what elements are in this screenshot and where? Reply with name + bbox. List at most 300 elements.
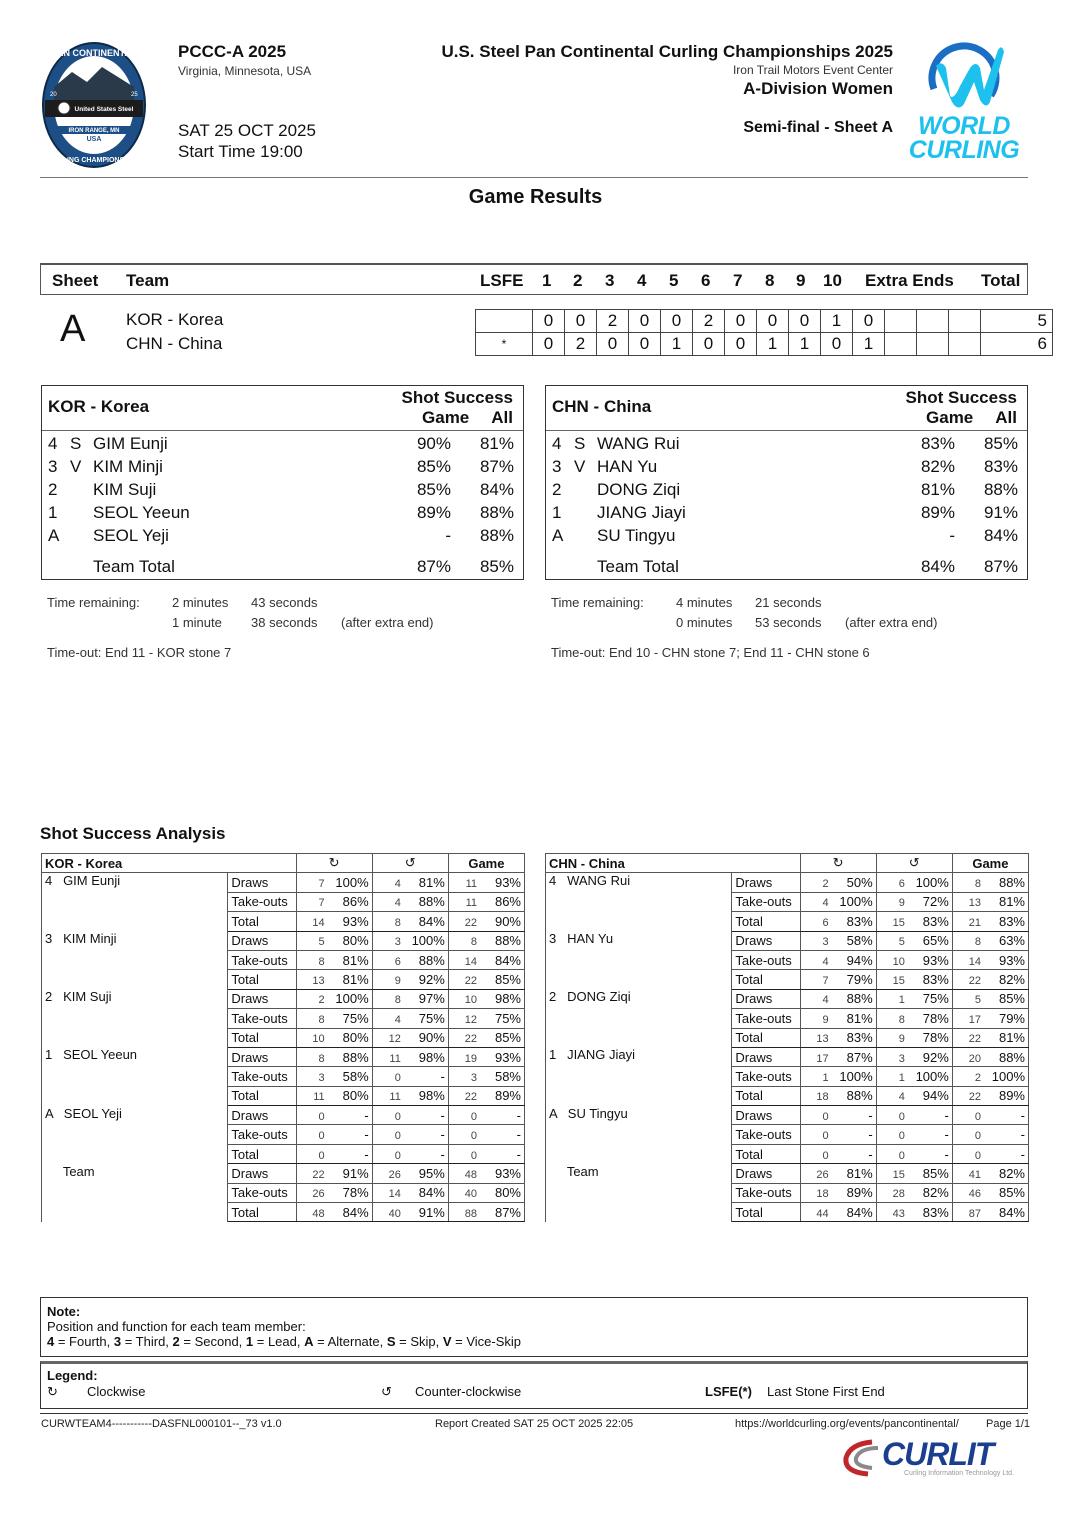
end-score: 2 xyxy=(693,310,725,333)
game-stat xyxy=(952,1009,1028,1028)
shot-count: 13 xyxy=(816,1033,829,1046)
shot-pct: - xyxy=(1020,1127,1025,1143)
shot-pct: 81% xyxy=(342,952,369,968)
team-total-game: 87% xyxy=(416,557,451,576)
player-game-pct: 89% xyxy=(920,503,955,522)
player-game-pct: 85% xyxy=(416,480,451,499)
shot-count: 88 xyxy=(464,1207,477,1220)
shot-count: 87 xyxy=(968,1207,981,1220)
cw-stat xyxy=(296,873,372,892)
end-score: 0 xyxy=(629,333,661,356)
shot-pct: 88% xyxy=(342,1049,369,1065)
shot-pct: 82% xyxy=(998,972,1025,988)
shot-type: Take-outs xyxy=(228,1125,296,1144)
analysis-player: 1 JIANG Jiayi xyxy=(546,1047,732,1105)
shot-type: Draws xyxy=(732,931,800,950)
shot-count: 22 xyxy=(464,1091,477,1104)
venue: Iron Trail Motors Event Center xyxy=(732,63,893,77)
shot-type: Total xyxy=(228,912,296,931)
world-curling-line2: CURLING xyxy=(908,136,1020,164)
timeout-info: Time-out: End 10 - CHN stone 7; End 11 - CHN stone 6 xyxy=(551,645,870,660)
player-row xyxy=(42,503,523,526)
game-label: Game xyxy=(422,408,470,427)
player-game-pct: 81% xyxy=(920,480,955,499)
shot-pct: 82% xyxy=(922,1185,949,1201)
extra-end-score xyxy=(885,310,917,333)
event-location: Virginia, Minnesota, USA xyxy=(178,64,312,78)
ccw-stat xyxy=(372,1047,448,1066)
analysis-row xyxy=(42,1106,525,1125)
note-value: = Lead, xyxy=(253,1334,305,1349)
extra-end-score: 0 xyxy=(853,310,885,333)
shot-count: 14 xyxy=(968,955,981,968)
header-divider xyxy=(40,177,1028,178)
game-stat xyxy=(952,931,1028,950)
ccw-stat xyxy=(876,1028,952,1047)
player-position: A xyxy=(48,526,60,545)
player-all-pct: 85% xyxy=(983,434,1018,453)
col-end-4: 4 xyxy=(637,271,647,290)
player-all-pct: 88% xyxy=(479,526,514,545)
shot-count: 40 xyxy=(388,1207,401,1220)
ccw-stat xyxy=(876,931,952,950)
end-score: 0 xyxy=(757,310,789,333)
analysis-player: 4 WANG Rui xyxy=(546,873,732,931)
cw-stat xyxy=(296,950,372,969)
shot-pct: - xyxy=(1020,1146,1025,1162)
analysis-header xyxy=(546,854,1029,873)
shot-pct: 93% xyxy=(922,952,949,968)
note-key: 3 xyxy=(113,1334,122,1349)
shot-type: Take-outs xyxy=(228,892,296,911)
doc-code: CURWTEAM4-----------DASFNL000101--_73 v1.0 xyxy=(41,1418,282,1430)
ccw-stat xyxy=(876,892,952,911)
game-stat xyxy=(952,1125,1028,1144)
player-box-chn xyxy=(545,385,1028,580)
team-total-game: 84% xyxy=(920,557,955,576)
footer-divider xyxy=(40,1413,1028,1414)
shot-pct: 93% xyxy=(342,913,369,929)
game-stat xyxy=(448,873,524,892)
ccw-stat xyxy=(876,1183,952,1202)
shot-pct: 98% xyxy=(494,991,521,1007)
shot-pct: 100% xyxy=(915,1068,949,1084)
start-time: Start Time 19:00 xyxy=(178,142,303,161)
shot-count: 10 xyxy=(464,994,477,1007)
game-stat xyxy=(952,1047,1028,1066)
page-title: Game Results xyxy=(468,186,603,208)
shot-type: Total xyxy=(228,1028,296,1047)
note-value: = Skip, xyxy=(395,1334,443,1349)
ccw-stat xyxy=(876,989,952,1008)
curlit-logo xyxy=(842,1436,1030,1480)
player-position: 3 xyxy=(48,457,58,476)
analysis-player: 3 KIM Minji xyxy=(42,931,228,989)
player-game-pct: 85% xyxy=(416,457,451,476)
game-stat xyxy=(448,1183,524,1202)
ccw-stat xyxy=(372,970,448,989)
analysis-team-name: CHN - China xyxy=(546,854,801,873)
ccw-stat xyxy=(372,912,448,931)
player-row xyxy=(546,480,1027,503)
time-minutes: 2 minutes xyxy=(172,595,229,610)
shot-pct: 85% xyxy=(494,972,521,988)
end-score: 0 xyxy=(693,333,725,356)
shot-pct: 80% xyxy=(494,1185,521,1201)
shot-type: Total xyxy=(732,1203,800,1222)
shot-count: 0 xyxy=(974,1130,981,1143)
shot-type: Take-outs xyxy=(732,950,800,969)
cw-stat xyxy=(296,1144,372,1163)
clockwise-icon: ↻ xyxy=(296,854,372,873)
shot-count: 4 xyxy=(898,1091,905,1104)
shot-count: 0 xyxy=(318,1110,325,1123)
player-name: SEOL Yeeun xyxy=(93,503,190,522)
cw-stat xyxy=(296,1009,372,1028)
shot-count: 0 xyxy=(974,1149,981,1162)
shot-count: 1 xyxy=(822,1071,829,1084)
shot-pct: 93% xyxy=(494,1165,521,1181)
note-title: Note: xyxy=(47,1304,81,1319)
svg-text:IRON RANGE, MN: IRON RANGE, MN xyxy=(68,128,120,134)
shot-pct: - xyxy=(364,1127,369,1143)
game-stat xyxy=(952,989,1028,1008)
player-name: SU Tingyu xyxy=(597,526,676,545)
ccw-stat xyxy=(876,1106,952,1125)
shot-count: 1 xyxy=(898,994,905,1007)
time-remaining-label: Time remaining: xyxy=(47,595,140,610)
team-name: KOR - Korea xyxy=(48,397,150,416)
shot-count: 14 xyxy=(312,916,325,929)
ccw-stat xyxy=(372,1183,448,1202)
team-total-all: 87% xyxy=(983,557,1018,576)
shot-pct: - xyxy=(1020,1107,1025,1123)
col-end-8: 8 xyxy=(765,271,775,290)
shot-pct: 79% xyxy=(998,1010,1025,1026)
shot-pct: 58% xyxy=(342,1068,369,1084)
shot-count: 0 xyxy=(470,1110,477,1123)
team-total-all: 85% xyxy=(479,557,514,576)
game-stat xyxy=(448,912,524,931)
shot-pct: 79% xyxy=(846,972,873,988)
shot-pct: 89% xyxy=(494,1088,521,1104)
shot-pct: 58% xyxy=(494,1068,521,1084)
shot-count: 0 xyxy=(394,1149,401,1162)
shot-pct: 78% xyxy=(922,1010,949,1026)
team-total-row xyxy=(546,557,1027,580)
all-label: All xyxy=(995,408,1017,427)
shot-pct: 78% xyxy=(922,1030,949,1046)
shot-type: Total xyxy=(228,1086,296,1105)
extra-end-score xyxy=(917,310,949,333)
shot-pct: - xyxy=(440,1146,445,1162)
shot-pct: 65% xyxy=(922,933,949,949)
shot-count: 40 xyxy=(464,1188,477,1201)
col-end-1: 1 xyxy=(542,271,552,290)
shot-pct: 50% xyxy=(846,875,873,891)
shot-pct: - xyxy=(944,1107,949,1123)
svg-text:USA: USA xyxy=(86,136,102,143)
ccw-stat xyxy=(876,950,952,969)
end-score: 0 xyxy=(533,333,565,356)
shot-type: Take-outs xyxy=(732,1125,800,1144)
ccw-stat xyxy=(372,873,448,892)
analysis-row xyxy=(546,989,1029,1008)
shot-count: 7 xyxy=(318,878,325,891)
shot-pct: 90% xyxy=(418,1030,445,1046)
shot-count: 18 xyxy=(816,1091,829,1104)
player-name: HAN Yu xyxy=(597,457,658,476)
game-stat xyxy=(952,892,1028,911)
shot-pct: 81% xyxy=(342,972,369,988)
analysis-team-name: KOR - Korea xyxy=(42,854,297,873)
svg-text:PAN CONTINENTAL: PAN CONTINENTAL xyxy=(51,48,137,58)
col-end-6: 6 xyxy=(701,271,711,290)
extra-end-score xyxy=(917,333,949,356)
shot-pct: 85% xyxy=(494,1030,521,1046)
event-title: U.S. Steel Pan Continental Curling Championships 2025 xyxy=(441,42,893,61)
sheet-letter: A xyxy=(60,308,86,350)
shot-type: Draws xyxy=(228,1106,296,1125)
player-position: 3 xyxy=(552,457,562,476)
shot-type: Draws xyxy=(732,989,800,1008)
shot-pct: 89% xyxy=(998,1088,1025,1104)
game-stat xyxy=(448,1086,524,1105)
shot-pct: 84% xyxy=(998,1204,1025,1220)
shot-count: 3 xyxy=(470,1071,477,1084)
player-position: 1 xyxy=(552,503,562,522)
extra-end-score xyxy=(949,310,981,333)
game-stat xyxy=(448,950,524,969)
analysis-table-chn xyxy=(545,853,1029,1222)
shot-pct: 91% xyxy=(342,1165,369,1181)
all-label: All xyxy=(491,408,513,427)
ccw-stat xyxy=(372,1009,448,1028)
shot-count: 44 xyxy=(816,1207,829,1220)
note-key: V xyxy=(442,1334,452,1349)
cw-stat xyxy=(296,1028,372,1047)
shot-count: 4 xyxy=(822,897,829,910)
analysis-player: Team xyxy=(546,1164,732,1222)
ccw-stat xyxy=(876,1009,952,1028)
shot-count: 19 xyxy=(464,1052,477,1065)
shot-pct: 94% xyxy=(922,1088,949,1104)
player-position: 2 xyxy=(48,480,58,499)
legend-box xyxy=(40,1361,1028,1409)
shot-count: 8 xyxy=(898,1013,905,1026)
clockwise-icon: ↻ xyxy=(47,1384,58,1399)
game-stat xyxy=(952,1183,1028,1202)
team-chn: CHN - China xyxy=(126,334,223,353)
shot-type: Take-outs xyxy=(732,892,800,911)
shot-count: 0 xyxy=(318,1149,325,1162)
shot-pct: 83% xyxy=(846,913,873,929)
clockwise-icon: ↻ xyxy=(800,854,876,873)
shot-count: 11 xyxy=(465,897,477,910)
shot-pct: 80% xyxy=(342,1088,369,1104)
shot-pct: 81% xyxy=(846,1010,873,1026)
player-box-kor xyxy=(41,385,524,580)
shot-pct: 86% xyxy=(494,894,521,910)
shot-pct: 88% xyxy=(998,1049,1025,1065)
shot-count: 48 xyxy=(312,1207,325,1220)
shot-count: 4 xyxy=(394,878,401,891)
player-function: V xyxy=(70,457,82,476)
cw-stat xyxy=(296,1203,372,1222)
analysis-row xyxy=(42,989,525,1008)
shot-count: 11 xyxy=(389,1091,401,1104)
shot-count: 6 xyxy=(898,878,905,891)
shot-pct: 92% xyxy=(418,972,445,988)
player-game-pct: 90% xyxy=(416,434,451,453)
shot-count: 0 xyxy=(394,1130,401,1143)
player-row xyxy=(546,503,1027,526)
svg-text:United States Steel: United States Steel xyxy=(74,106,134,113)
cw-stat xyxy=(296,1086,372,1105)
curlit-brand: CURLIT xyxy=(882,1436,994,1472)
shot-pct: 100% xyxy=(335,875,369,891)
end-score: 0 xyxy=(821,333,853,356)
cw-stat xyxy=(296,1125,372,1144)
col-end-7: 7 xyxy=(733,271,743,290)
player-game-pct: - xyxy=(949,526,955,545)
ccw-stat xyxy=(372,1106,448,1125)
analysis-player: 2 KIM Suji xyxy=(42,989,228,1047)
total-score: 5 xyxy=(981,310,1053,333)
end-score: 0 xyxy=(597,333,629,356)
shot-pct: 98% xyxy=(418,1088,445,1104)
cw-stat xyxy=(296,931,372,950)
shot-pct: 83% xyxy=(922,913,949,929)
shot-pct: 88% xyxy=(846,1088,873,1104)
game-col-label: Game xyxy=(952,854,1028,873)
shot-count: 21 xyxy=(968,916,981,929)
col-end-9: 9 xyxy=(796,271,806,290)
svg-text:20: 20 xyxy=(50,92,57,98)
shot-count: 9 xyxy=(898,897,905,910)
ccw-stat xyxy=(372,1028,448,1047)
shot-pct: 90% xyxy=(494,913,521,929)
shot-pct: 81% xyxy=(846,1165,873,1181)
shot-count: 0 xyxy=(898,1149,905,1162)
player-function: S xyxy=(70,434,82,453)
note-value: = Fourth, xyxy=(54,1334,114,1349)
shot-pct: - xyxy=(364,1107,369,1123)
shot-count: 3 xyxy=(318,1071,325,1084)
shot-count: 26 xyxy=(816,1168,829,1181)
cw-stat xyxy=(800,873,876,892)
shot-type: Total xyxy=(732,1144,800,1163)
team-kor: KOR - Korea xyxy=(126,310,224,329)
world-curling-logo xyxy=(898,38,1030,166)
shot-type: Draws xyxy=(228,1047,296,1066)
end-score: 0 xyxy=(789,310,821,333)
shot-count: 26 xyxy=(388,1168,401,1181)
analysis-table-kor xyxy=(41,853,525,1222)
scoreboard-header xyxy=(40,263,1028,295)
cw-stat xyxy=(296,1164,372,1183)
end-score: 0 xyxy=(725,333,757,356)
shot-count: 0 xyxy=(394,1071,401,1084)
shot-count: 0 xyxy=(394,1110,401,1123)
shot-count: 11 xyxy=(465,878,477,891)
note-key: 1 xyxy=(245,1334,254,1349)
cw-stat xyxy=(800,1086,876,1105)
cw-stat xyxy=(800,1125,876,1144)
game-stat xyxy=(448,1106,524,1125)
player-game-pct: 82% xyxy=(920,457,955,476)
shot-count: 6 xyxy=(822,916,829,929)
shot-count: 4 xyxy=(822,994,829,1007)
shot-pct: 89% xyxy=(846,1185,873,1201)
game-col-label: Game xyxy=(448,854,524,873)
player-row xyxy=(546,434,1027,457)
note-position-key xyxy=(47,1334,1021,1349)
time-seconds: 43 seconds xyxy=(251,595,318,610)
shot-count: 2 xyxy=(822,878,829,891)
end-score: 0 xyxy=(565,310,597,333)
shot-type: Take-outs xyxy=(228,1067,296,1086)
shot-pct: - xyxy=(868,1127,873,1143)
shot-count: 48 xyxy=(464,1168,477,1181)
player-name: GIM Eunji xyxy=(93,434,168,453)
shot-pct: 83% xyxy=(922,972,949,988)
ccw-stat xyxy=(876,873,952,892)
shot-pct: 83% xyxy=(998,913,1025,929)
player-name: KIM Suji xyxy=(93,480,157,499)
shot-type: Take-outs xyxy=(732,1009,800,1028)
shot-pct: 81% xyxy=(418,875,445,891)
shot-type: Draws xyxy=(732,873,800,892)
shot-count: 2 xyxy=(974,1071,981,1084)
team-total-label: Team Total xyxy=(93,557,175,576)
player-name: WANG Rui xyxy=(597,434,680,453)
legend-lsfe: Last Stone First End xyxy=(767,1384,885,1399)
player-game-pct: - xyxy=(445,526,451,545)
analysis-header xyxy=(42,854,525,873)
time-seconds: 38 seconds xyxy=(251,615,318,630)
shot-pct: - xyxy=(516,1107,521,1123)
note-value: = Vice-Skip xyxy=(451,1334,522,1349)
shot-type: Total xyxy=(732,970,800,989)
shot-count: 14 xyxy=(388,1188,401,1201)
note-key: A xyxy=(304,1334,314,1349)
player-position: A xyxy=(552,526,564,545)
cw-stat xyxy=(296,1106,372,1125)
shot-type: Total xyxy=(732,1086,800,1105)
cw-stat xyxy=(800,1106,876,1125)
shot-count: 22 xyxy=(464,975,477,988)
cw-stat xyxy=(296,989,372,1008)
shot-count: 8 xyxy=(318,955,325,968)
shot-pct: 81% xyxy=(998,894,1025,910)
cw-stat xyxy=(800,1067,876,1086)
shot-count: 11 xyxy=(389,1052,401,1065)
ccw-stat xyxy=(876,1203,952,1222)
footer-url[interactable]: https://worldcurling.org/events/pancontinental/ xyxy=(735,1418,959,1430)
shot-count: 12 xyxy=(388,1033,401,1046)
shot-pct: 84% xyxy=(418,913,445,929)
shot-type: Draws xyxy=(228,931,296,950)
shot-pct: 88% xyxy=(418,894,445,910)
player-box-header xyxy=(546,386,1027,431)
shot-success-label: Shot Success xyxy=(905,388,1017,407)
ccw-stat xyxy=(876,1086,952,1105)
shot-pct: 85% xyxy=(998,1185,1025,1201)
end-score: 0 xyxy=(725,310,757,333)
game-stat xyxy=(952,873,1028,892)
shot-pct: 88% xyxy=(418,952,445,968)
